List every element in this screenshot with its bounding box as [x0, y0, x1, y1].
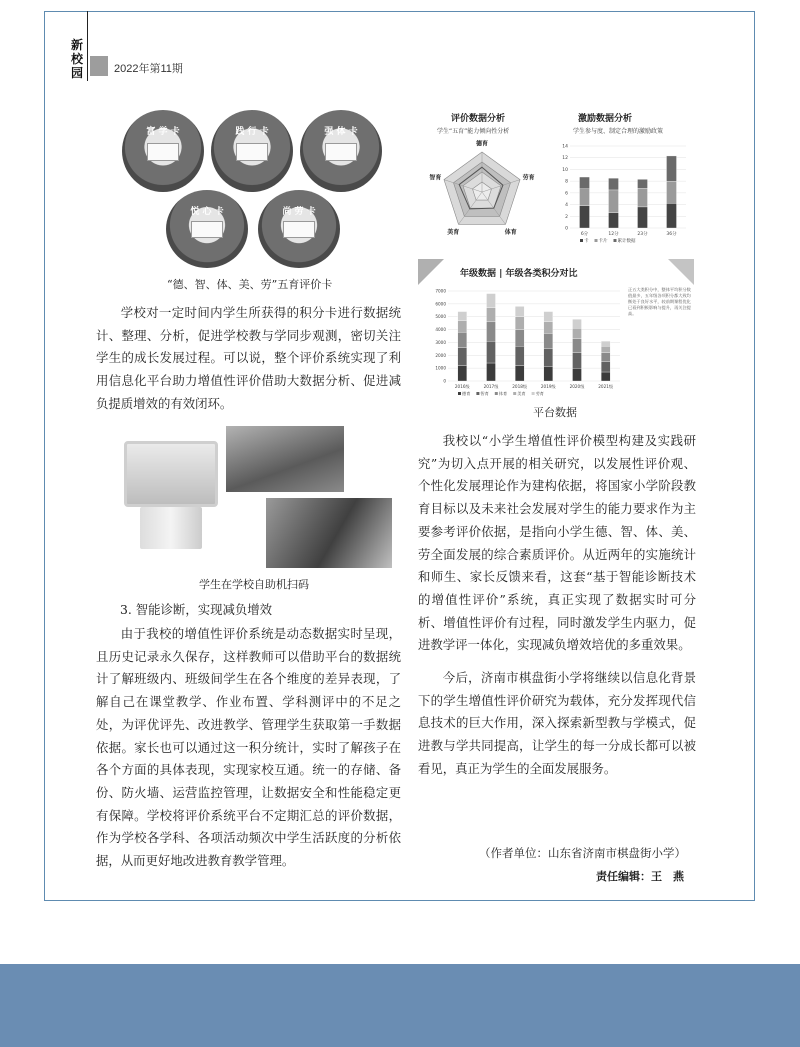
legend-label: 劳育	[535, 391, 544, 396]
bar-segment	[580, 177, 590, 189]
bar-segment	[544, 349, 553, 367]
bar-segment	[580, 189, 590, 206]
cards-caption: “德、智、体、美、劳”五育评价卡	[167, 278, 333, 291]
x-tick-label: 2018级	[512, 384, 528, 389]
platform-caption: 平台数据	[533, 406, 577, 419]
paragraph-text: 我校以“小学生增值性评价模型构建及实践研究”为切入点开展的相关研究，以发展性评价观、个性化发展理论作为建构依据，将国家小学阶段教育目标以及未来社会发展对学生的能力要求作为主要参考评价依据，是指向小学生德、智、体、美、劳全面发展的综合素质评价。从近两年的实施统计和师生、家长反馈来看，这套“基于智能诊断技术的增值性评价”系统，真正实现了数据实时可分析、增值性评价有过程，同时激发学生内驱力，促进教学评一体化，实现减负增效培优的多重效果。	[418, 433, 696, 653]
panel-note: 正五大类积分中，整体平均积分数值最多，五年级各项积分都大致均衡处于良好水平，较前期课程优化已看到积极影响与提升，再关注提高。	[628, 287, 691, 316]
logo-char: 校	[71, 52, 84, 66]
bar-segment	[515, 317, 524, 330]
kiosk-photo	[118, 437, 222, 553]
bar-segment	[580, 206, 590, 228]
issue-number: 2022年第11期	[114, 63, 183, 75]
evaluation-cards-photo	[108, 98, 396, 270]
bar-segment	[458, 348, 467, 366]
y-tick-label: 8	[565, 179, 568, 185]
bar-segment	[638, 207, 648, 228]
y-tick-label: 6000	[435, 301, 446, 307]
legend-label: 美育	[517, 391, 526, 396]
bar-segment	[601, 372, 610, 381]
grade-chart	[426, 285, 626, 397]
section-heading: 3. 智能诊断，实现减负增效	[120, 602, 273, 617]
header-divider	[87, 11, 88, 81]
y-tick-label: 4000	[435, 327, 446, 333]
bar-segment	[638, 179, 648, 188]
paragraph-1	[96, 302, 401, 416]
panel-title: 年级数据 | 年级各类积分对比	[460, 269, 578, 279]
legend-swatch	[614, 239, 617, 242]
x-tick-label: 2019级	[540, 384, 556, 389]
radar-chart	[414, 136, 550, 246]
bar-segment	[458, 312, 467, 321]
paragraph-text: 由于我校的增值性评价系统是动态数据实时呈现，且历史记录永久保存，这样教师可以借助平台的数据统计了解班级内、班级间学生在各个维度的差异表现，了解自己在课堂教学、作业布置、学科测评中的不足之处，为评优评先、改进教学、管理学生获取第一手数据依据。家长也可以通过这一积分统计，实时了解孩子在各个方面的具体表现，实现家校互通。统一的存储、备份、防火墙、运营监控管理，让数据安全和性能稳定更有保障。学校将评价系统平台不定期汇总的评价数据，作为学校各学科、各项活动频次中学生活跃度的分析依据，从而更好地改进教育教学管理。	[96, 626, 401, 869]
author-affiliation: （作者单位：山东省济南市棋盘街小学）	[479, 846, 686, 860]
bar-segment	[601, 353, 610, 362]
bar-segment	[487, 308, 496, 322]
bar-segment	[487, 341, 496, 363]
bar-segment	[458, 332, 467, 347]
legend-swatch	[595, 239, 598, 242]
y-tick-label: 2000	[435, 352, 446, 358]
x-tick-label: 2016级	[454, 384, 470, 389]
bar-segment	[667, 203, 677, 228]
x-tick-label: 2021级	[598, 384, 614, 389]
y-tick-label: 10	[562, 167, 568, 173]
card-badge	[300, 110, 382, 192]
x-tick-label: 2017级	[483, 384, 499, 389]
bar-segment	[458, 366, 467, 381]
legend-label: 智育	[480, 391, 489, 396]
legend-label: 卡片	[598, 239, 608, 244]
bar-segment	[573, 319, 582, 328]
legend-swatch	[532, 392, 535, 395]
legend-label: 德育	[462, 391, 471, 396]
bar-segment	[609, 213, 619, 228]
paragraph-2	[96, 623, 401, 873]
legend-label: 累计数据	[617, 239, 636, 244]
card-badge-label: 富 学 卡	[146, 127, 180, 137]
card-badge-label: 尚 劳 卡	[282, 207, 316, 217]
radar-axis-label: 智育	[429, 174, 442, 182]
incentive-chart	[556, 140, 692, 244]
bar-segment	[515, 366, 524, 381]
students-scanning-photo	[226, 426, 344, 492]
legend-label: 体育	[498, 391, 508, 396]
magazine-logo	[71, 38, 87, 80]
card-badge-label: 践 行 卡	[235, 127, 269, 137]
x-tick-label: 2020级	[569, 384, 585, 389]
bar-segment	[544, 333, 553, 348]
y-tick-label: 7000	[435, 288, 446, 294]
bar-segment	[573, 339, 582, 353]
logo-block	[90, 56, 108, 76]
radar-axis-label: 美育	[447, 229, 460, 237]
x-tick-label: 6分	[580, 232, 589, 237]
radar-title: 评价数据分析	[451, 114, 506, 124]
radar-subtitle: 学生“五育”能力倾向性分析	[437, 128, 510, 135]
y-tick-label: 3000	[435, 339, 446, 345]
paragraph-text: 今后，济南市棋盘街小学将继续以信息化背景下的学生增值性评价研究为载体，充分发挥现代信息技术的巨大作用，深入探索新型教与学模式，促进教与学共同提高，让学生的每一分成长都可以被看见，真正为学生的全面发展服务。	[418, 670, 696, 776]
kiosk-caption: 学生在学校自助机扫码	[199, 578, 309, 591]
radar-axis-label: 体育	[504, 229, 517, 237]
students-kiosk-photo	[266, 498, 392, 568]
bar-segment	[544, 367, 553, 381]
bar-segment	[609, 190, 619, 213]
bar-segment	[601, 362, 610, 372]
bar-segment	[515, 330, 524, 347]
legend-swatch	[476, 392, 479, 395]
bar-segment	[487, 363, 496, 381]
card-badge-label: 强 体 卡	[324, 127, 358, 137]
bar-segment	[515, 306, 524, 316]
card-badge	[258, 190, 340, 268]
y-tick-label: 14	[562, 144, 568, 150]
legend-swatch	[458, 392, 461, 395]
bar-segment	[458, 321, 467, 333]
incentive-subtitle: 学生参与度、制定合理的激励政策	[573, 128, 664, 135]
bar-segment	[573, 328, 582, 338]
paragraph-text: 学校对一定时间内学生所获得的积分卡进行数据统计、整理、分析，促进学校教与学同步观测，密切关注学生的成长发展过程。可以说，整个评价系统实现了利用信息化平台助力增值性评价借助大数据分析、促进减负提质增效的有效闭环。	[96, 305, 401, 411]
incentive-title: 激励数据分析	[578, 114, 633, 124]
card-badge	[166, 190, 248, 268]
bar-segment	[601, 346, 610, 352]
y-tick-label: 0	[565, 226, 568, 232]
y-tick-label: 4	[565, 203, 568, 209]
y-tick-label: 12	[562, 156, 568, 162]
bar-segment	[544, 312, 553, 322]
y-tick-label: 1000	[435, 365, 446, 371]
paragraph-4	[418, 667, 696, 781]
editor-credit: 责任编辑：王 燕	[596, 870, 684, 883]
footer-band	[0, 964, 800, 1047]
bar-segment	[544, 322, 553, 334]
grade-data-panel	[418, 259, 694, 397]
x-tick-label: 23分	[637, 232, 648, 237]
bar-segment	[601, 341, 610, 346]
y-tick-label: 0	[443, 378, 446, 384]
card-badge	[122, 110, 204, 192]
bar-segment	[573, 368, 582, 381]
card-badge	[211, 110, 293, 192]
logo-char: 园	[71, 66, 84, 80]
y-tick-label: 6	[565, 191, 568, 197]
card-badge-label: 悦 心 卡	[190, 207, 224, 217]
y-tick-label: 5000	[435, 314, 446, 320]
bar-segment	[638, 188, 648, 207]
y-tick-label: 2	[565, 214, 568, 220]
radar-axis-label: 德育	[475, 140, 489, 148]
x-tick-label: 36分	[666, 232, 677, 237]
bar-segment	[667, 156, 677, 181]
paragraph-3	[418, 430, 696, 657]
bar-segment	[487, 294, 496, 308]
logo-char: 新	[71, 38, 84, 52]
bar-segment	[573, 353, 582, 368]
bar-segment	[609, 178, 619, 190]
x-tick-label: 12分	[608, 232, 619, 237]
legend-label: 卡	[584, 239, 589, 244]
legend-swatch	[495, 392, 498, 395]
legend-swatch	[580, 239, 583, 242]
bar-segment	[667, 181, 677, 203]
legend-swatch	[513, 392, 516, 395]
radar-axis-label: 劳育	[522, 174, 535, 182]
bar-segment	[515, 346, 524, 365]
bar-segment	[487, 322, 496, 341]
